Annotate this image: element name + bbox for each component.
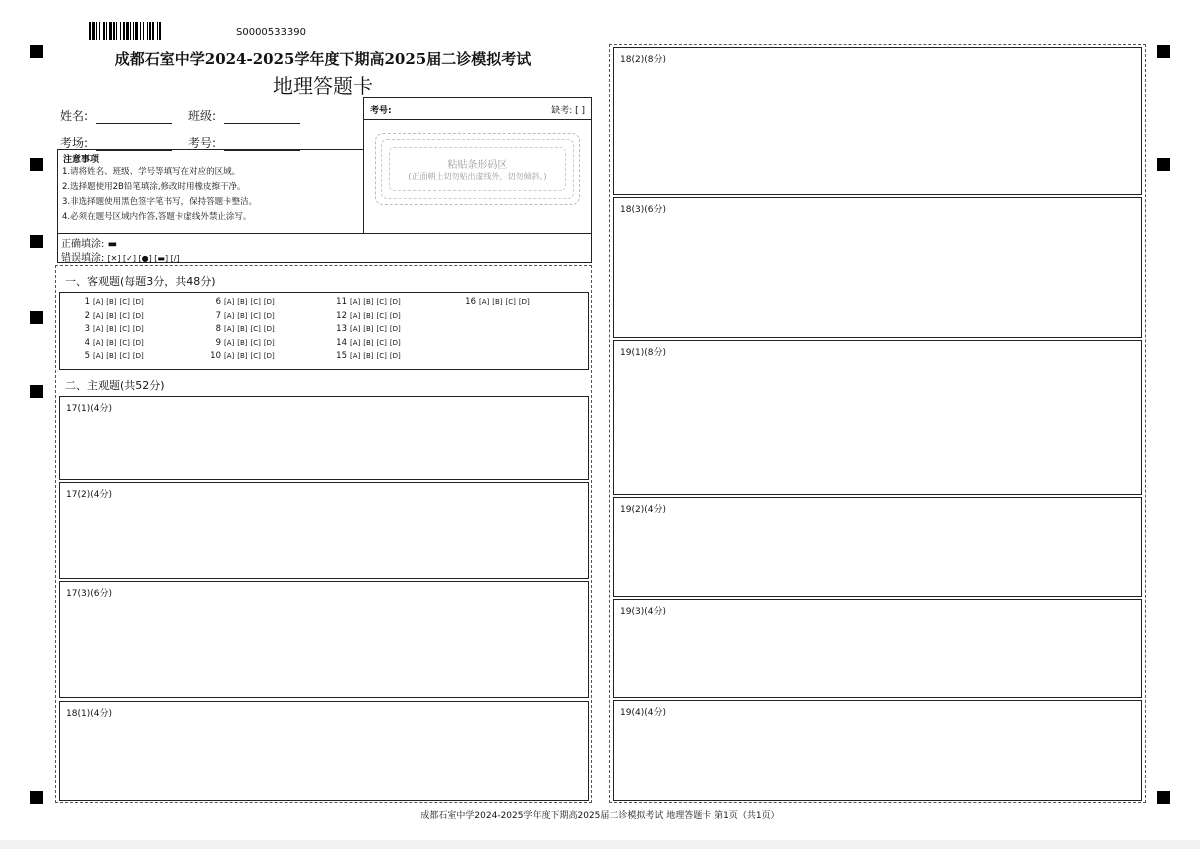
answer-bubble[interactable]: [A] xyxy=(93,325,104,333)
objective-question xyxy=(205,351,278,361)
objective-question xyxy=(331,351,404,361)
answer-bubble[interactable]: [B] xyxy=(106,325,117,333)
question-number: 2 xyxy=(84,310,90,321)
exam-number-label: 考号: xyxy=(370,106,392,116)
question-label: 18(3)(6分) xyxy=(620,205,666,215)
serial-number: S0000533390 xyxy=(236,27,306,38)
barcode xyxy=(89,22,229,40)
objective-question xyxy=(74,351,147,361)
answer-bubble[interactable]: [C] xyxy=(119,298,130,306)
absent-checkbox[interactable]: 缺考: [ ] xyxy=(551,106,585,116)
objective-question xyxy=(74,311,147,321)
answer-bubble[interactable]: [A] xyxy=(224,311,235,320)
answer-bubble[interactable]: [D] xyxy=(263,298,275,306)
barcode-bar xyxy=(161,22,162,40)
wrong-fill-sample: [✕] [✓] [●] [▬] [/] xyxy=(107,254,180,263)
answer-box[interactable] xyxy=(613,599,1142,698)
objective-question xyxy=(331,311,404,321)
registration-mark xyxy=(30,791,43,804)
answer-bubble[interactable]: [B] xyxy=(363,338,374,347)
answer-bubble[interactable]: [B] xyxy=(363,311,374,320)
answer-bubble[interactable]: [A] xyxy=(350,325,361,333)
registration-mark xyxy=(30,311,43,324)
page-footer: 成都石室中学2024-2025学年度下期高2025届二诊模拟考试 地理答题卡 第1页（共1页） xyxy=(420,811,780,821)
answer-bubble[interactable]: [A] xyxy=(350,298,361,306)
answer-bubble[interactable]: [C] xyxy=(376,352,387,360)
registration-mark xyxy=(30,385,43,398)
answer-bubble[interactable]: [B] xyxy=(492,298,503,306)
fill-examples xyxy=(57,233,592,263)
question-number: 14 xyxy=(336,337,347,348)
answer-bubble[interactable]: [D] xyxy=(263,352,275,360)
answer-bubble[interactable]: [D] xyxy=(263,325,275,333)
answer-bubble[interactable]: [A] xyxy=(224,298,235,306)
answer-bubble[interactable]: [C] xyxy=(119,338,130,347)
answer-bubble[interactable]: [B] xyxy=(363,298,374,306)
answer-bubble[interactable]: [D] xyxy=(389,298,401,306)
answer-bubble[interactable]: [A] xyxy=(350,311,361,320)
question-number: 5 xyxy=(84,351,90,361)
answer-bubble[interactable]: [B] xyxy=(363,325,374,333)
registration-mark xyxy=(1157,791,1170,804)
registration-mark xyxy=(30,45,43,58)
answer-box[interactable] xyxy=(613,700,1142,801)
question-label: 18(2)(8分) xyxy=(620,55,666,65)
answer-bubble[interactable]: [D] xyxy=(132,325,144,333)
name-label: 姓名: xyxy=(60,109,89,123)
objective-question xyxy=(331,338,404,348)
correct-fill-label: 正确填涂: xyxy=(61,239,105,250)
wrong-fill xyxy=(61,249,180,264)
subjective-title: 二、主观题(共52分) xyxy=(65,379,165,392)
answer-bubble[interactable]: [A] xyxy=(350,338,361,347)
question-number: 12 xyxy=(336,310,347,321)
question-label: 19(1)(8分) xyxy=(620,348,666,358)
answer-box[interactable] xyxy=(59,701,589,801)
question-label: 18(1)(4分) xyxy=(66,709,112,719)
answer-bubble[interactable]: [B] xyxy=(237,338,248,347)
answer-bubble[interactable]: [A] xyxy=(479,298,490,306)
registration-mark xyxy=(1157,158,1170,171)
objective-question xyxy=(205,297,278,307)
registration-mark xyxy=(30,158,43,171)
answer-bubble[interactable]: [D] xyxy=(132,338,144,347)
answer-bubble[interactable]: [C] xyxy=(119,325,130,333)
bottom-strip xyxy=(0,840,1200,849)
question-label: 17(3)(6分) xyxy=(66,589,112,599)
exam-title: 成都石室中学2024-2025学年度下期高2025届二诊模拟考试 xyxy=(114,50,532,68)
answer-bubble[interactable]: [C] xyxy=(250,311,261,320)
question-label: 17(2)(4分) xyxy=(66,490,112,500)
objective-question xyxy=(205,311,278,321)
registration-mark xyxy=(30,235,43,248)
objective-question xyxy=(205,338,278,348)
answer-box[interactable] xyxy=(59,396,589,480)
question-number: 7 xyxy=(215,310,221,321)
question-number: 10 xyxy=(210,351,221,361)
answer-box[interactable] xyxy=(59,482,589,579)
question-number: 3 xyxy=(84,324,90,334)
objective-question xyxy=(74,297,147,307)
answer-bubble[interactable]: [D] xyxy=(389,352,401,360)
answer-box[interactable] xyxy=(613,197,1142,338)
question-number: 11 xyxy=(336,297,347,307)
question-number: 1 xyxy=(84,297,90,307)
question-number: 8 xyxy=(215,324,221,334)
divider xyxy=(364,119,591,120)
answer-bubble[interactable]: [C] xyxy=(250,325,261,333)
question-number: 6 xyxy=(215,297,221,307)
answer-bubble[interactable]: [B] xyxy=(237,311,248,320)
barcode-paste-hint: (正面朝上切勿贴出虚线外，切勿倾斜。) xyxy=(408,172,547,181)
answer-bubble[interactable]: [D] xyxy=(263,338,275,347)
question-label: 19(2)(4分) xyxy=(620,505,666,515)
barcode-paste-title: 粘贴条形码区 xyxy=(447,160,508,171)
answer-bubble[interactable]: [B] xyxy=(237,298,248,306)
objective-question xyxy=(205,324,278,334)
answer-bubble[interactable]: [C] xyxy=(250,298,261,306)
answer-bubble[interactable]: [A] xyxy=(93,338,104,347)
answer-bubble[interactable]: [D] xyxy=(263,311,275,320)
wrong-fill-label: 错误填涂: xyxy=(61,253,105,264)
answer-bubble[interactable]: [A] xyxy=(93,352,104,360)
answer-bubble[interactable]: [C] xyxy=(119,352,130,360)
answer-box[interactable] xyxy=(613,497,1142,597)
class-line[interactable] xyxy=(224,113,300,124)
answer-box[interactable] xyxy=(613,340,1142,495)
answer-bubble[interactable]: [C] xyxy=(376,325,387,333)
exam-number-box xyxy=(363,97,592,234)
answer-bubble[interactable]: [D] xyxy=(132,298,144,306)
name-field[interactable] xyxy=(60,107,172,124)
class-field[interactable] xyxy=(188,107,300,124)
question-number: 16 xyxy=(465,297,476,307)
answer-bubble[interactable]: [D] xyxy=(389,311,401,320)
objective-question xyxy=(74,324,147,334)
barcode-paste-area xyxy=(375,133,580,205)
question-number: 4 xyxy=(84,337,90,348)
class-label: 班级: xyxy=(188,109,217,123)
answer-bubble[interactable]: [A] xyxy=(224,338,235,347)
answer-bubble[interactable]: [C] xyxy=(376,311,387,320)
number-label: 考号: xyxy=(188,136,217,150)
answer-bubble[interactable]: [A] xyxy=(350,352,361,360)
answer-bubble[interactable]: [B] xyxy=(106,338,117,347)
answer-bubble[interactable]: [A] xyxy=(224,325,235,333)
objective-question xyxy=(460,297,533,307)
answer-bubble[interactable]: [C] xyxy=(250,352,261,360)
question-number: 13 xyxy=(336,324,347,334)
answer-bubble[interactable]: [B] xyxy=(106,311,117,320)
registration-mark xyxy=(1157,45,1170,58)
answer-bubble[interactable]: [D] xyxy=(389,325,401,333)
notice-item: 2.选择题使用2B铅笔填涂,修改时用橡皮擦干净。 xyxy=(62,182,246,192)
answer-box[interactable] xyxy=(613,47,1142,195)
correct-fill-sample: ▬ xyxy=(107,239,118,250)
notice-item: 1.请将姓名、班级、学号等填写在对应的区域。 xyxy=(62,167,241,177)
correct-fill xyxy=(61,235,117,250)
answer-bubble[interactable]: [D] xyxy=(132,352,144,360)
answer-bubble[interactable]: [C] xyxy=(250,338,261,347)
objective-title: 一、客观题(每题3分，共48分) xyxy=(65,275,216,288)
card-title: 地理答题卡 xyxy=(273,74,373,98)
objective-question xyxy=(331,297,404,307)
notice-item: 4.必须在题号区域内作答,答题卡虚线外禁止涂写。 xyxy=(62,212,252,222)
room-label: 考场: xyxy=(60,136,89,150)
answer-bubble[interactable]: [D] xyxy=(389,338,401,347)
answer-bubble[interactable]: [B] xyxy=(237,325,248,333)
objective-question xyxy=(74,338,147,348)
objective-grid xyxy=(59,292,589,370)
answer-bubble[interactable]: [D] xyxy=(518,298,530,306)
question-number: 15 xyxy=(336,351,347,361)
answer-bubble[interactable]: [C] xyxy=(119,311,130,320)
notice-title: 注意事项 xyxy=(63,155,100,165)
question-label: 17(1)(4分) xyxy=(66,404,112,414)
answer-bubble[interactable]: [B] xyxy=(237,352,248,360)
answer-bubble[interactable]: [C] xyxy=(376,298,387,306)
answer-bubble[interactable]: [C] xyxy=(505,298,516,306)
notice-item: 3.非选择题使用黑色签字笔书写，保持答题卡整洁。 xyxy=(62,197,258,207)
notice-box xyxy=(57,149,364,234)
answer-bubble[interactable]: [A] xyxy=(93,311,104,320)
objective-question xyxy=(331,324,404,334)
answer-bubble[interactable]: [A] xyxy=(224,352,235,360)
name-line[interactable] xyxy=(96,113,172,124)
answer-bubble[interactable]: [D] xyxy=(132,311,144,320)
answer-bubble[interactable]: [C] xyxy=(376,338,387,347)
answer-bubble[interactable]: [B] xyxy=(363,352,374,360)
question-label: 19(4)(4分) xyxy=(620,708,666,718)
answer-bubble[interactable]: [B] xyxy=(106,298,117,306)
answer-bubble[interactable]: [A] xyxy=(93,298,104,306)
question-label: 19(3)(4分) xyxy=(620,607,666,617)
question-number: 9 xyxy=(215,337,221,348)
answer-bubble[interactable]: [B] xyxy=(106,352,117,360)
answer-box[interactable] xyxy=(59,581,589,698)
